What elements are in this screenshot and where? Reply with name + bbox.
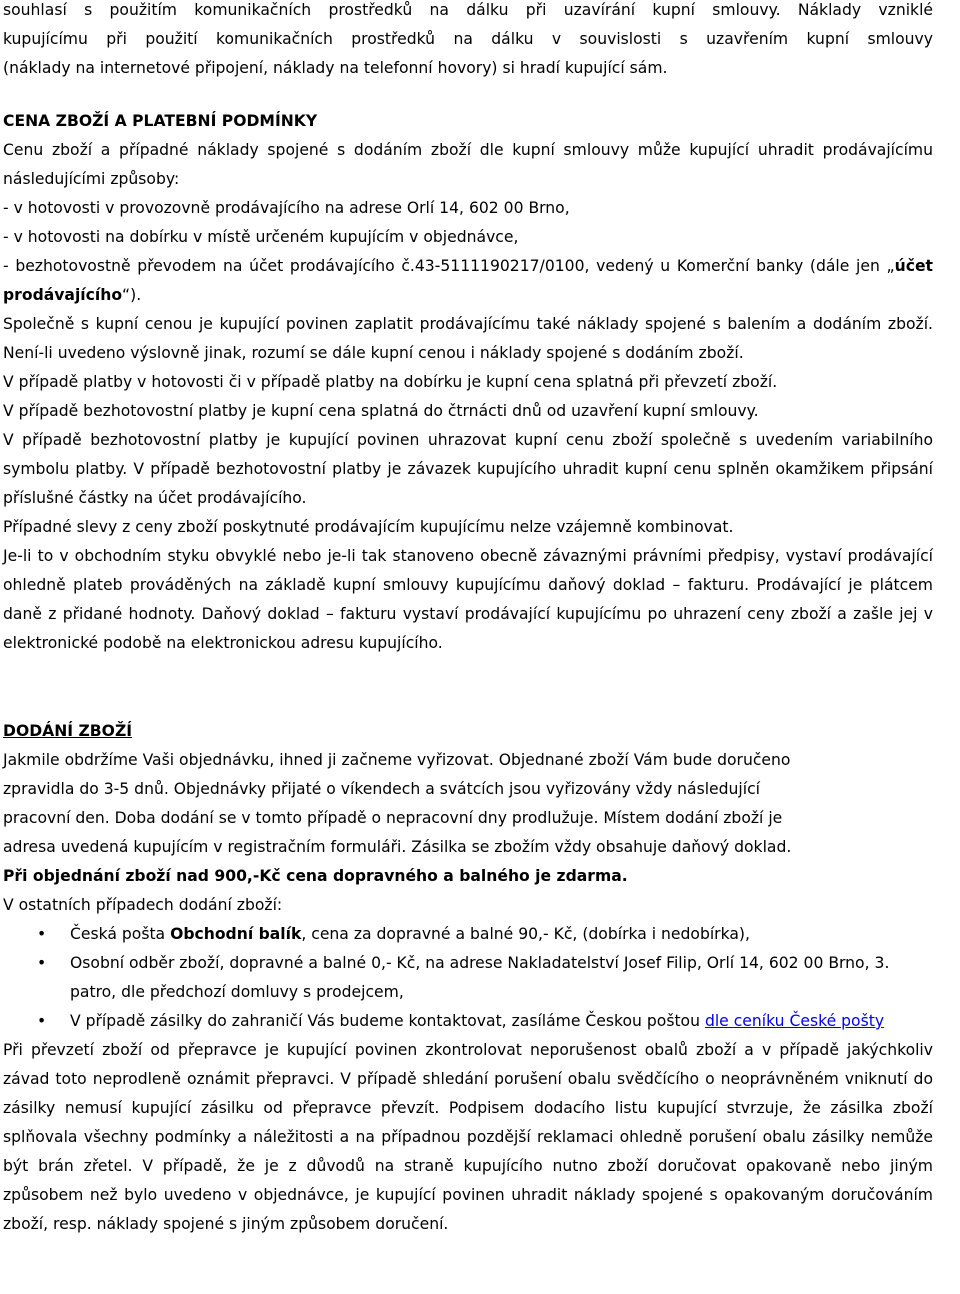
delivery-option-bold: Obchodní balík xyxy=(170,925,302,943)
list-item xyxy=(3,949,933,1007)
delivery-options-list xyxy=(3,920,935,1036)
delivery-option-text: Osobní odběr zboží, dopravné a balné 0,- Kč, na adrese Nakladatelství Josef Filip, Orlí 14, 602 00 Brno, 3. patro, dle předchozí domluvy s prodejcem, xyxy=(70,954,890,1001)
delivery-paragraph-1 xyxy=(3,746,933,862)
section-heading-delivery: DODÁNÍ ZBOŽÍ xyxy=(3,722,133,740)
other-cases-label: V ostatních případech dodání zboží: xyxy=(3,896,283,914)
payment-option-bank-transfer xyxy=(3,252,933,310)
payment-option-cash-on-delivery: - v hotovosti na dobírku v místě určeném kupujícím v objednávce, xyxy=(3,228,519,246)
price-paragraph-packaging: Společně s kupní cenou je kupující povinen zaplatit prodávajícímu také náklady spojené s balením a dodáním zboží. Není-li uvedeno výslovně jinak, rozumí se dále kupní cenou i náklady spojené s dodáním zboží. xyxy=(3,315,933,362)
delivery-option-text: V případě zásilky do zahraničí Vás budeme kontaktovat, zasíláme Českou poštou xyxy=(70,1012,705,1030)
list-item xyxy=(3,920,933,949)
delivery-line-4: adresa uvedená kupujícím v registračním formuláři. Zásilka se zbožím vždy obsahuje daňový doklad. xyxy=(3,838,792,856)
delivery-paragraph-inspection: Při převzetí zboží od přepravce je kupující povinen zkontrolovat neporušenost obalů zboží a v případě jakýchkoliv závad toto neprodleně oznámit přepravci. V případě shledání porušení obalu svědčícího o neoprávněném vniknutí do zásilky nemusí kupující zásilku od přepravce převzít. Podpisem dodacího listu kupující stvrzuje, že zásilka zboží splňovala všechny podmínky a náležitosti a na případnou pozdější reklamaci ohledně porušení obalu zásilky nemůže být brán zřetel. V případě, že je z důvodů na straně kupujícího nutno zboží doručovat opakovaně nebo jiným způsobem než bylo uvedeno v objednávce, je kupující povinen uhradit náklady spojené s opakovaným doručováním zboží, resp. náklady spojené s jiným způsobem doručení. xyxy=(3,1041,933,1233)
bullet-icon: • xyxy=(37,1012,47,1030)
section-price-payment xyxy=(3,107,935,658)
price-paragraph-cash-due: V případě platby v hotovosti či v případě platby na dobírku je kupní cena splatná při převzetí zboží. xyxy=(3,373,778,391)
intro-line-3: (náklady na internetové připojení, náklady na telefonní hovory) si hradí kupující sám. xyxy=(3,59,668,77)
section-delivery xyxy=(3,717,935,1239)
delivery-option-text-end: , cena za dopravné a balné 90,- Kč, (dobírka i nedobírka), xyxy=(301,925,750,943)
intro-line-2: kupujícímu při použití komunikačních prostředků na dálku v souvislosti s uzavřením kupní smlouvy xyxy=(3,30,933,48)
price-paragraph-discounts: Případné slevy z ceny zboží poskytnuté prodávajícím kupujícímu nelze vzájemně kombinovat. xyxy=(3,518,734,536)
intro-line-1: souhlasí s použitím komunikačních prostředků na dálku při uzavírání kupní smlouvy. Náklady vzniklé xyxy=(3,1,933,19)
delivery-line-3: pracovní den. Doba dodání se v tomto případě o nepracovní dny prodlužuje. Místem dodání zboží je xyxy=(3,809,783,827)
delivery-line-1: Jakmile obdržíme Vaši objednávku, ihned ji začneme vyřizovat. Objednané zboží Vám bude doručeno xyxy=(3,751,791,769)
czech-post-pricelist-link[interactable]: dle ceníku České pošty xyxy=(704,1012,885,1030)
price-paragraph-transfer-due: V případě bezhotovostní platby je kupní cena splatná do čtrnácti dnů od uzavření kupní smlouvy. xyxy=(3,402,759,420)
payment-option-cash-store: - v hotovosti v provozovně prodávajícího na adrese Orlí 14, 602 00 Brno, xyxy=(3,199,570,217)
bullet-icon: • xyxy=(37,954,47,972)
bullet-icon: • xyxy=(37,925,47,943)
bank-transfer-text: - bezhotovostně převodem na účet prodávajícího č.43-5111190217/0100, vedený u Komerční banky (dále jen „ xyxy=(3,257,895,275)
price-paragraph-variable-symbol: V případě bezhotovostní platby je kupující povinen uhrazovat kupní cenu zboží společně s uvedením variabilního symbolu platby. V případě bezhotovostní platby je závazek kupujícího uhradit kupní cenu splněn okamžikem připsání příslušné částky na účet prodávajícího. xyxy=(3,431,933,507)
price-paragraph-invoice: Je-li to v obchodním styku obvyklé nebo je-li tak stanoveno obecně závaznými právními předpisy, vystaví prodávající ohledně plateb prováděných na základě kupní smlouvy kupujícímu daňový doklad – fakturu. Prodávající je plátcem daně z přidané hodnoty. Daňový doklad – fakturu vystaví prodávající kupujícímu po uhrazení ceny zboží a zašle jej v elektronické podobě na elektronickou adresu kupujícího. xyxy=(3,547,933,652)
section-heading-price: CENA ZBOŽÍ A PLATEBNÍ PODMÍNKY xyxy=(3,112,318,130)
list-item xyxy=(3,1007,933,1036)
free-shipping-notice: Při objednání zboží nad 900,-Kč cena dopravného a balného je zdarma. xyxy=(3,867,628,885)
delivery-option-text: Česká pošta xyxy=(70,925,171,943)
intro-text xyxy=(3,0,933,83)
bank-transfer-text-end: “). xyxy=(122,286,142,304)
intro-paragraph xyxy=(3,0,935,83)
delivery-line-2: zpravidla do 3-5 dnů. Objednávky přijaté o víkendech a svátcích jsou vyřizovány vždy následující xyxy=(3,780,760,798)
seller-account-term: účet prodávajícího xyxy=(3,257,933,304)
price-paragraph-1: Cenu zboží a případné náklady spojené s dodáním zboží dle kupní smlouvy může kupující uhradit prodávajícímu následujícími způsoby: xyxy=(3,141,933,188)
